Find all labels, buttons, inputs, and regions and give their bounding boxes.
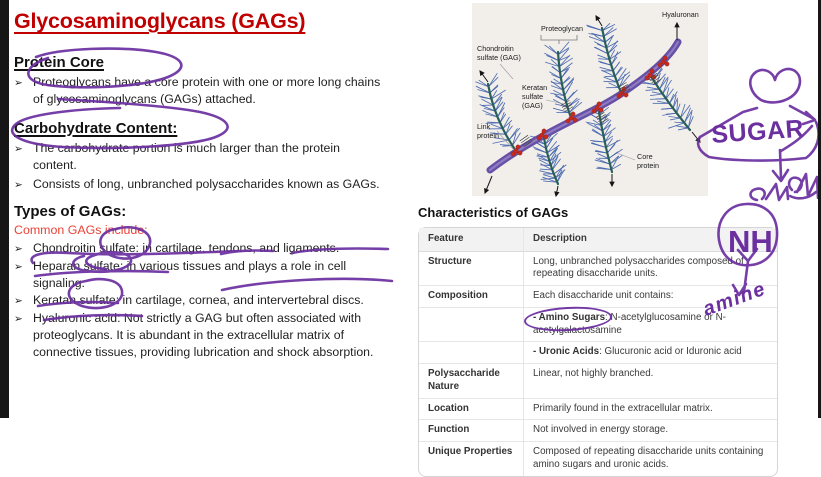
section-types-of-gags [14, 203, 386, 361]
description-cell: Long, unbranched polysaccharides composed of repeating disaccharide units. [524, 251, 778, 285]
list-item [14, 140, 386, 174]
description-cell: Not involved in energy storage. [524, 420, 778, 442]
section-carbohydrate-content [14, 120, 386, 194]
arrow-bullet-icon: ➢ [14, 176, 33, 194]
table-title: Characteristics of GAGs [418, 205, 778, 220]
bullet-text: Chondroitin sulfate: in cartilage, tendons, and ligaments. [33, 240, 386, 258]
description-cell: Composed of repeating disaccharide units containing amino sugars and uronic acids. [524, 442, 778, 476]
feature-cell: Structure [419, 251, 524, 285]
bullet-text: Keratan sulfate: in cartilage, cornea, and intervertebral discs. [33, 292, 386, 310]
arrow-bullet-icon: ➢ [14, 292, 33, 310]
label-hyaluronan: Hyaluronan [662, 10, 699, 19]
label-chondroitin-line1: Chondroitin [477, 44, 514, 53]
characteristics-table [419, 228, 777, 476]
page-title: Glycosaminoglycans (GAGs) [14, 9, 305, 34]
list-item [14, 310, 386, 361]
feature-cell: Location [419, 398, 524, 420]
left-edge-bar [0, 0, 9, 418]
subheading-common-gags: Common GAGs include: [14, 223, 386, 237]
handwritten-amine-text: amine [700, 278, 769, 321]
gag-characteristics-section [418, 205, 778, 477]
table-row [419, 398, 777, 420]
amino-sugars-circled-term: - Amino Sugars [533, 312, 605, 325]
table-container [418, 227, 778, 477]
description-text: : N-acetylglucosamine or N-acetylgalactosamine [533, 312, 726, 336]
description-cell: Each disaccharide unit contains: [524, 286, 778, 308]
bullet-text: Consists of long, unbranched polysaccharides known as GAGs. [33, 176, 386, 194]
table-header-row [419, 228, 777, 251]
feature-cell [419, 307, 524, 341]
table-row [419, 342, 777, 364]
list-item [14, 74, 386, 108]
feature-cell: Polysaccharide Nature [419, 364, 524, 398]
description-cell: Linear, not highly branched. [524, 364, 778, 398]
section-protein-core [14, 54, 386, 108]
label-core-protein-line1: Core [637, 152, 653, 161]
table-row [419, 420, 777, 442]
label-keratan-line1: Keratan [522, 83, 547, 92]
bullet-text: Heparan sulfate: in various tissues and plays a role in cell signaling. [33, 258, 386, 292]
description-cell [524, 342, 778, 364]
label-link-protein-line2: protein [477, 131, 499, 140]
list-item [14, 258, 386, 292]
feature-cell: Function [419, 420, 524, 442]
label-keratan-line3: (GAG) [522, 101, 543, 110]
feature-cell [419, 342, 524, 364]
feature-cell: Composition [419, 286, 524, 308]
arrow-bullet-icon: ➢ [14, 258, 33, 292]
column-header-feature: Feature [419, 228, 524, 251]
list-item [14, 240, 386, 258]
list-item [14, 176, 386, 194]
column-header-description: Description [524, 228, 778, 251]
description-cell: Primarily found in the extracellular matrix. [524, 398, 778, 420]
table-row [419, 307, 777, 341]
arrow-bullet-icon: ➢ [14, 74, 33, 108]
table-row [419, 251, 777, 285]
bullet-text: Hyaluronic acid: Not strictly a GAG but often associated with proteoglycans. It is abundant in the extracellular matrix of connective tissues, providing lubrication and shock absorption. [33, 310, 386, 361]
heading-protein-core: Protein Core [14, 54, 386, 71]
table-row [419, 364, 777, 398]
bullet-text: Proteoglycans have a core protein with one or more long chains of glycosaminoglycans (GAGs) attached. [33, 74, 386, 108]
handwritten-sugar-text: SUGAR [710, 115, 805, 149]
table-row [419, 286, 777, 308]
label-keratan-line2: sulfate [522, 92, 543, 101]
list-item [14, 292, 386, 310]
heading-carbohydrate-content: Carbohydrate Content: [14, 120, 386, 137]
arrow-bullet-icon: ➢ [14, 140, 33, 174]
bullet-text: The carbohydrate portion is much larger than the protein content. [33, 140, 386, 174]
description-cell [524, 307, 778, 341]
heading-types-of-gags: Types of GAGs: [14, 203, 386, 220]
label-core-protein-line2: protein [637, 161, 659, 170]
label-chondroitin-line2: sulfate (GAG) [477, 53, 521, 62]
arrow-bullet-icon: ➢ [14, 310, 33, 361]
uronic-acids-term: - Uronic Acids [533, 346, 599, 357]
label-link-protein-line1: Link [477, 122, 491, 131]
description-text: : Glucuronic acid or Iduronic acid [599, 346, 742, 357]
feature-cell: Unique Properties [419, 442, 524, 476]
label-proteoglycan: Proteoglycan [541, 24, 583, 33]
handwritten-nh-text: NH [728, 224, 773, 259]
table-row [419, 442, 777, 476]
arrow-bullet-icon: ➢ [14, 240, 33, 258]
